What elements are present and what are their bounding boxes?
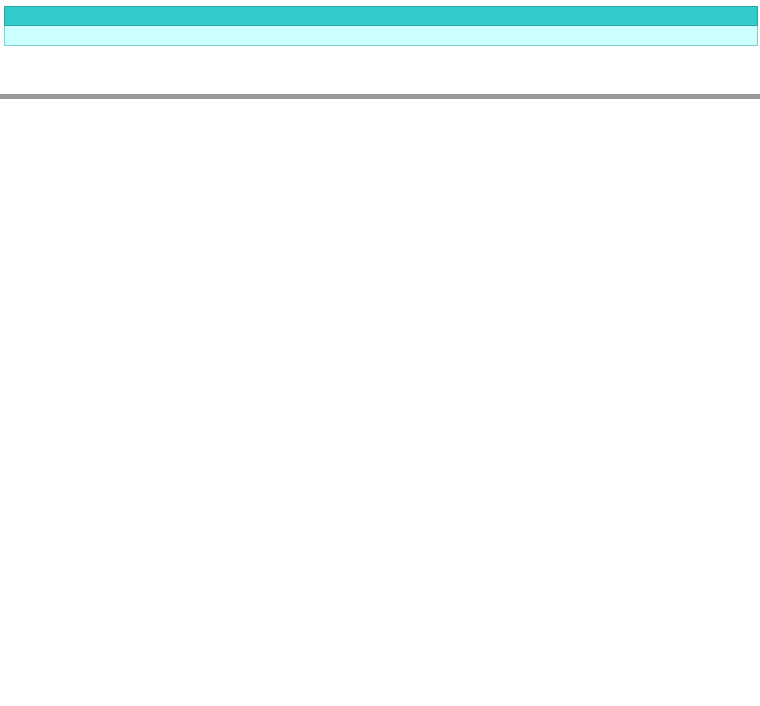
group-divider xyxy=(0,94,760,99)
sheet-title xyxy=(4,6,758,26)
sheet-subtitle xyxy=(4,26,758,46)
